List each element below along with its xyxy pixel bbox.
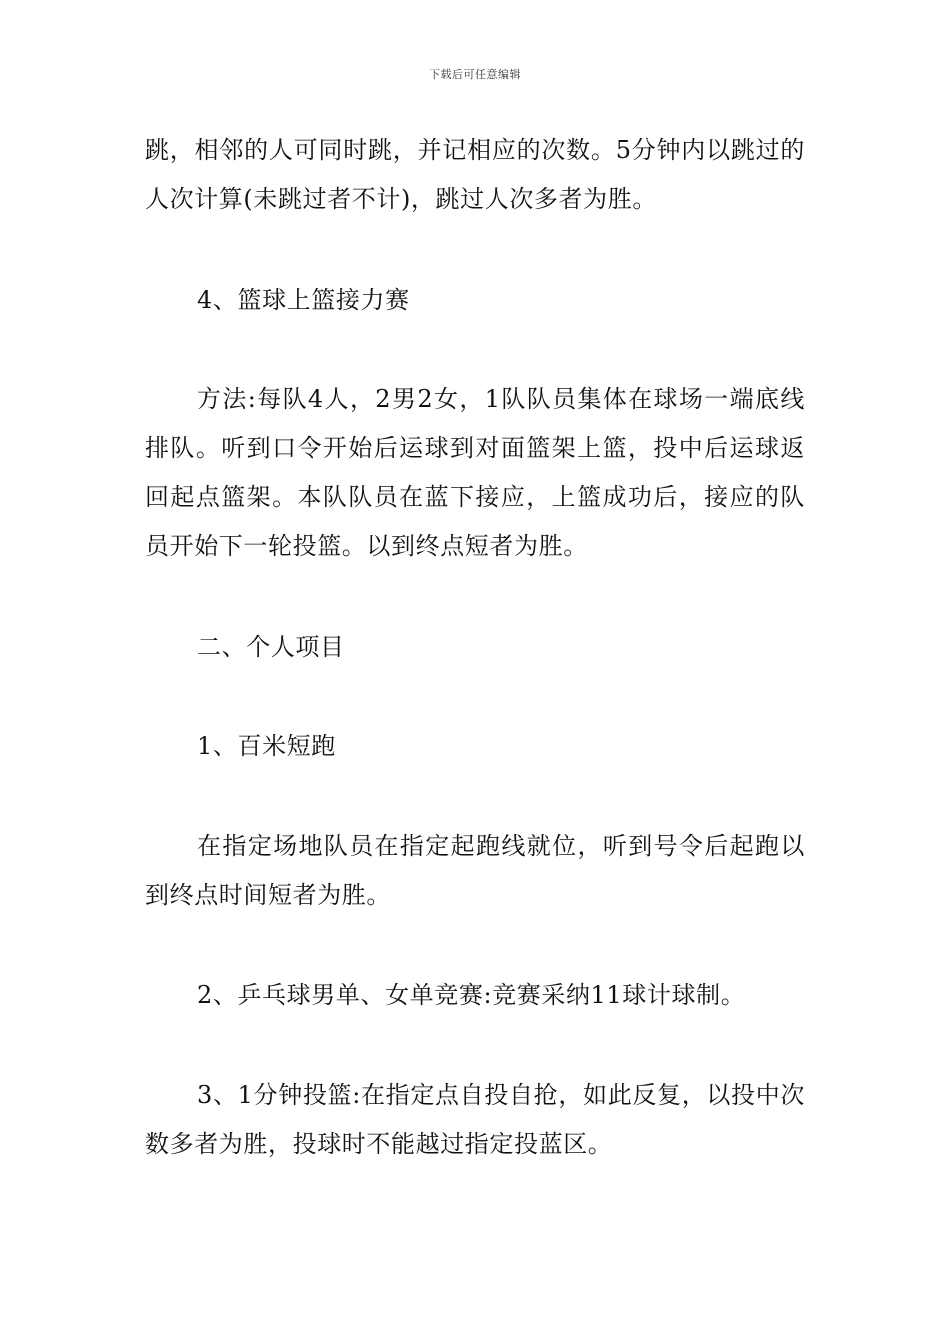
heading-100m-sprint: 1、百米短跑 [197, 732, 336, 760]
paragraph-table-tennis: 2、乒乓球男单、女单竞赛:竞赛采纳11球计球制。 [197, 981, 746, 1009]
heading-individual-events: 二、个人项目 [197, 633, 345, 661]
paragraph-sprint-rules: 在指定场地队员在指定起跑线就位，听到号令后起跑以到终点时间短者为胜。 [145, 832, 805, 909]
page-header: 下载后可任意编辑 [429, 68, 521, 81]
paragraph-one-minute-shooting: 3、1分钟投篮:在指定点自投自抢，如此反复，以投中次数多者为胜，投球时不能越过指定投蓝区。 [145, 1081, 805, 1158]
paragraph-basketball-method: 方法:每队4人，2男2女，1队队员集体在球场一端底线排队。听到口令开始后运球到对面篮架上篮，投中后运球返回起点篮架。本队队员在蓝下接应，上篮成功后，接应的队员开始下一轮投篮。以到终点短者为胜。 [145, 385, 805, 560]
paragraph-jump-rope-continued: 跳，相邻的人可同时跳，并记相应的次数。5分钟内以跳过的人次计算(未跳过者不计)，跳过人次多者为胜。 [145, 136, 805, 213]
heading-basketball-relay: 4、篮球上篮接力赛 [197, 286, 410, 314]
